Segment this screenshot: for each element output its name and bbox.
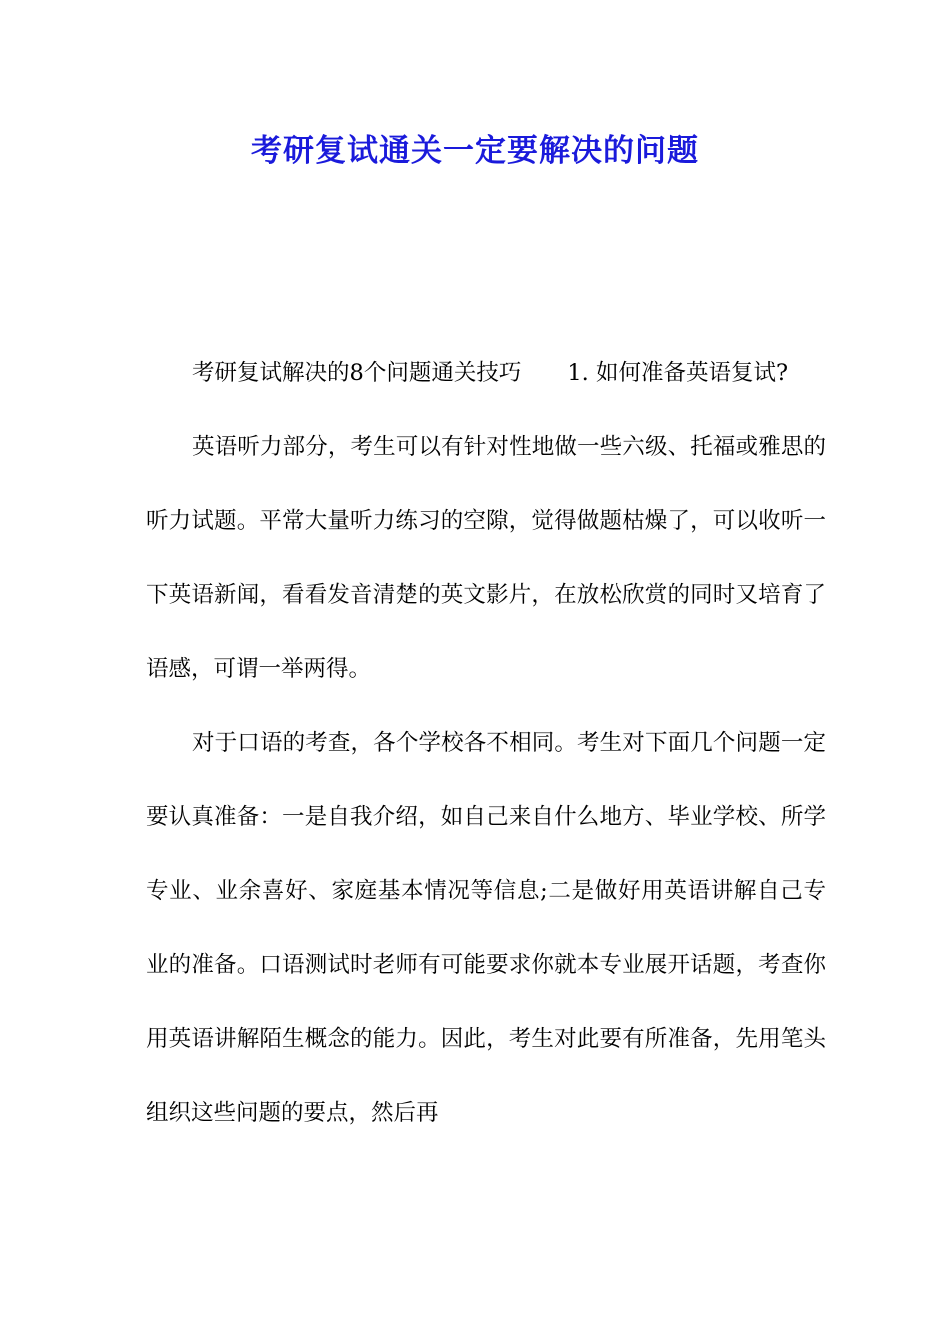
document-body <box>146 336 826 1150</box>
intro-paragraph <box>146 336 826 410</box>
speaking-paragraph: 对于口语的考查，各个学校各不相同。考生对下面几个问题一定要认真准备：一是自我介绍，如自己来自什么地方、毕业学校、所学专业、业余喜好、家庭基本情况等信息;二是做好用英语讲解自己专业的准备。口语测试时老师有可能要求你就本专业展开话题，考查你用英语讲解陌生概念的能力。因此，考生对此要有所准备，先用笔头组织这些问题的要点，然后再 <box>146 730 826 1126</box>
intro-lead: 考研复试解决的8个问题通关技巧 <box>192 360 522 386</box>
document-title: 考研复试通关一定要解决的问题 <box>251 133 699 169</box>
intro-question: 1. 如何准备英语复试? <box>567 360 789 386</box>
listening-paragraph: 英语听力部分，考生可以有针对性地做一些六级、托福或雅思的听力试题。平常大量听力练习的空隙，觉得做题枯燥了，可以收听一下英语新闻，看看发音清楚的英文影片，在放松欣赏的同时又培育了语感，可谓一举两得。 <box>146 434 826 682</box>
